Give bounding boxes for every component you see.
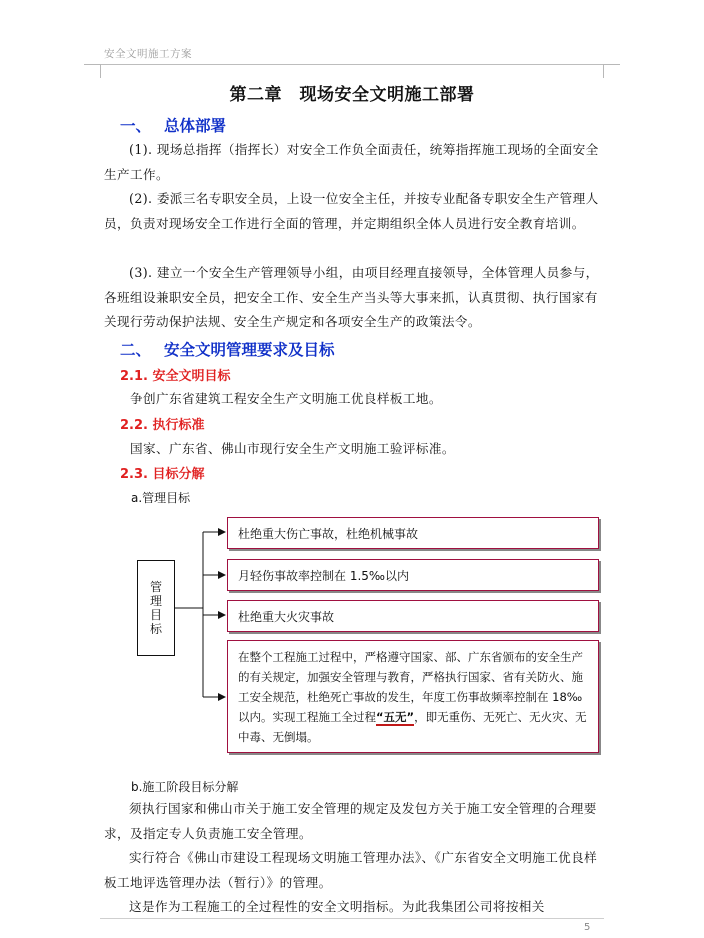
five-no-highlight: “五无” [376, 710, 415, 724]
list-label: b.施工阶段目标分解 [131, 780, 239, 794]
paragraph: 实行符合《佛山市建设工程现场文明施工管理办法》、《广东省安全文明施工优良样板工地评选管理办法（暂行）》的管理。 [104, 850, 598, 890]
section-title: 安全文明管理要求及目标 [164, 341, 335, 359]
footer-rule [100, 918, 604, 919]
paragraph: 这是作为工程施工的全过程性的安全文明指标。为此我集团公司将按相关 [129, 899, 545, 914]
running-header: 安全文明施工方案 [104, 48, 192, 60]
management-goal-box [137, 560, 175, 656]
chapter-title: 第二章 现场安全文明施工部署 [229, 85, 475, 105]
subsection-heading: 2.1. 安全文明目标 [120, 369, 231, 384]
goal-box-detail [227, 640, 599, 753]
paragraph: 国家、广东省、佛山市现行安全生产文明施工验评标准。 [130, 441, 455, 456]
section-number: 二、 [120, 341, 152, 359]
box-char: 管 [149, 580, 162, 594]
page-number: 5 [584, 922, 591, 933]
goal-detail-text: 在整个工程施工过程中，严格遵守国家、部、广东省颁布的安全生产的有关规定，加强安全管理与教育，严格执行国家、省有关防火、施工安全规范，杜绝死亡事故的发生，年度工伤事故频率控制在 18‰以内。实现工程施工全过程 [238, 650, 583, 724]
box-char: 目 [149, 608, 162, 622]
goal-detail-text: ，即无重伤、无死亡、无火灾、无中毒、无倒塌。 [238, 710, 587, 744]
subsection-heading: 2.3. 目标分解 [120, 467, 205, 482]
paragraph: (1). 现场总指挥（指挥长）对安全工作负全面责任，统筹指挥施工现场的全面安全生产工作。 [104, 142, 599, 182]
box-char: 标 [149, 622, 162, 636]
goal-box: 月轻伤事故率控制在 1.5‰以内 [227, 559, 599, 591]
paragraph: 争创广东省建筑工程安全生产文明施工优良样板工地。 [130, 391, 442, 406]
subsection-heading: 2.2. 执行标准 [120, 418, 205, 433]
section-title: 总体部署 [164, 117, 227, 135]
goal-box: 杜绝重大火灾事故 [227, 600, 599, 632]
list-label: a.管理目标 [131, 491, 191, 505]
paragraph: (3). 建立一个安全生产管理领导小组，由项目经理直接领导，全体管理人员参与，各班组设兼职安全员，把安全工作、安全生产当头等大事来抓，认真贯彻、执行国家有关现行劳动保护法规、安全生产规定和各项安全生产的政策法令。 [104, 265, 599, 329]
box-char: 理 [149, 594, 162, 608]
goal-box: 杜绝重大伤亡事故，杜绝机械事故 [227, 517, 599, 549]
section-number: 一、 [120, 117, 152, 135]
paragraph: (2). 委派三名专职安全员，上设一位安全主任，并按专业配备专职安全生产管理人员，负责对现场安全工作进行全面的管理，并定期组织全体人员进行安全教育培训。 [104, 191, 599, 231]
paragraph: 须执行国家和佛山市关于施工安全管理的规定及发包方关于施工安全管理的合理要求，及指定专人负责施工安全管理。 [104, 801, 597, 841]
